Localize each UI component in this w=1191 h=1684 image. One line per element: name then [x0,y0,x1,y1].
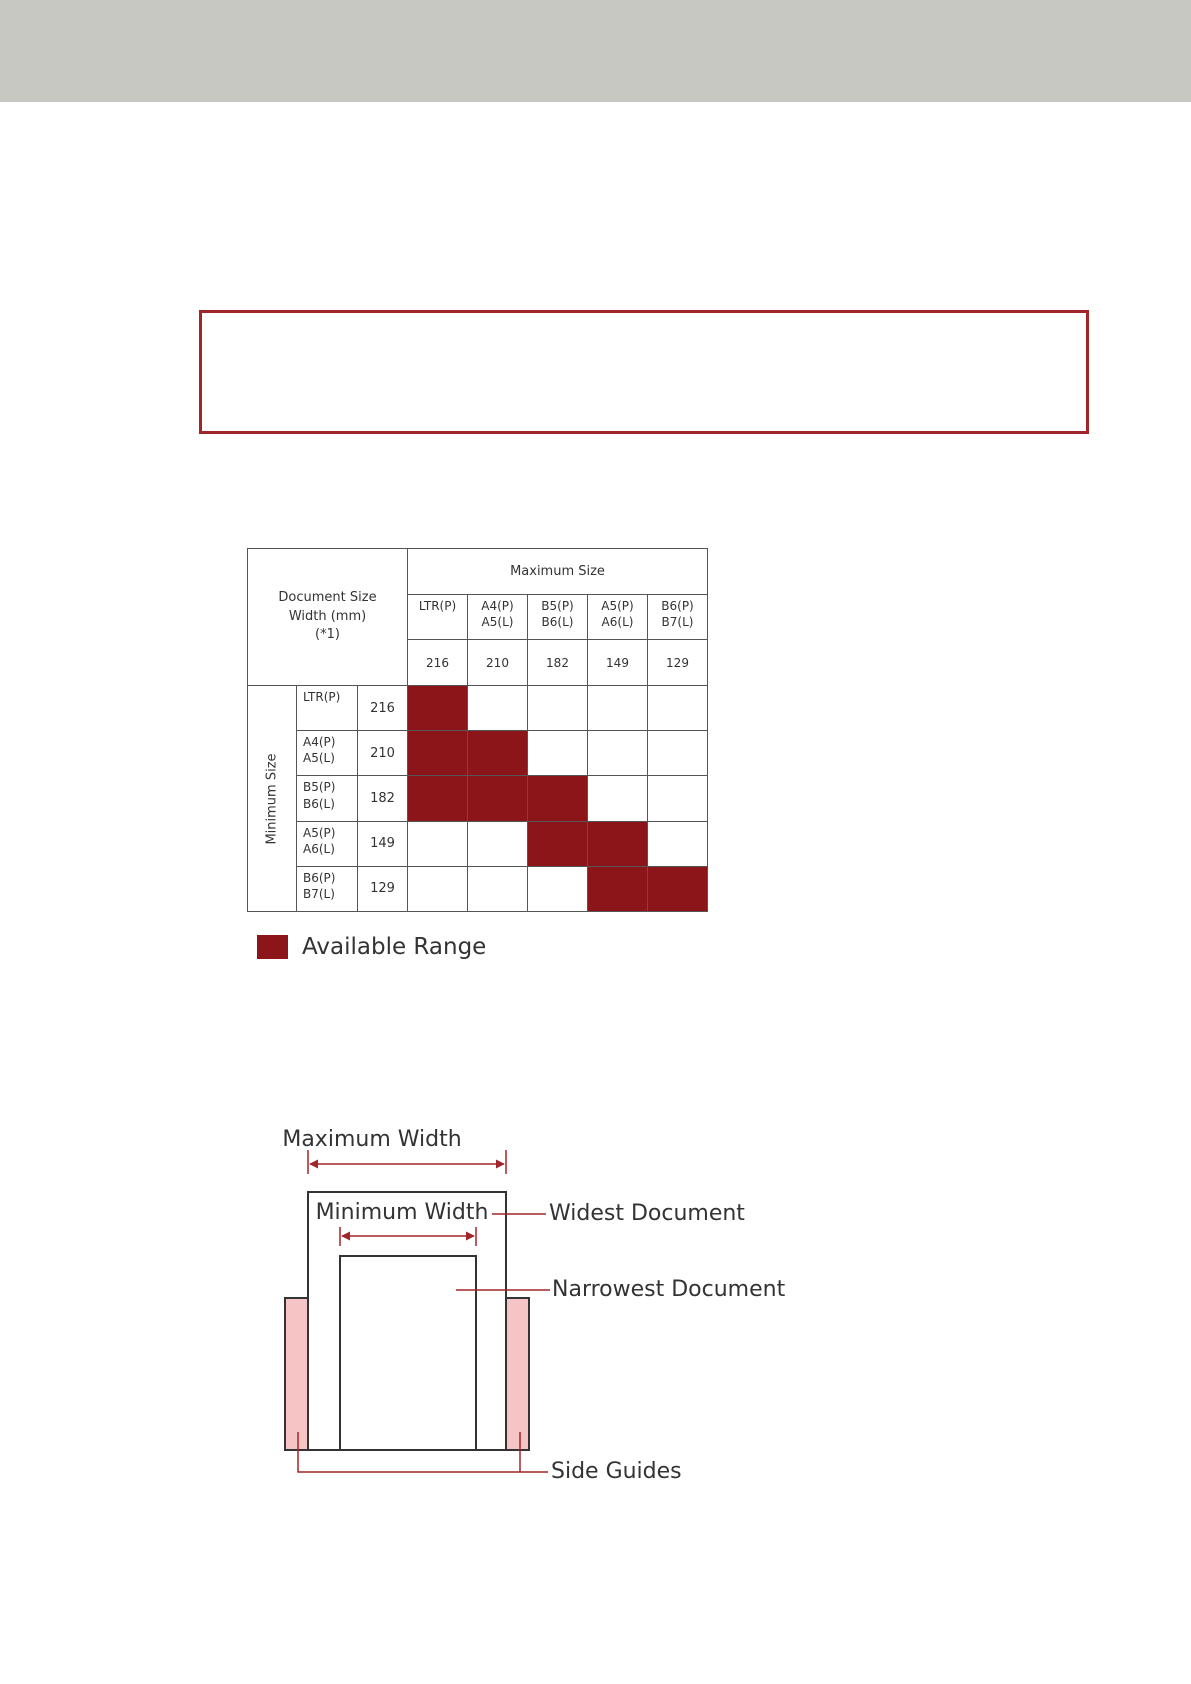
range-cell [588,731,648,776]
corner-line: Width (mm) [288,608,367,624]
range-cell [408,686,468,731]
range-cell [528,686,588,731]
range-cell [408,866,468,911]
range-cell [468,686,528,731]
legend [257,934,486,960]
table-corner-title [248,549,408,686]
row-size-name: A4(P) [303,735,336,750]
paper-size-table [247,548,708,912]
widest-document-label: Widest Document [549,1201,745,1226]
range-cell [588,821,648,866]
row-width-value: 210 [358,731,408,776]
column-size-name: B7(L) [661,615,694,630]
column-size-label [648,595,708,640]
legend-swatch [257,935,288,959]
range-cell [468,821,528,866]
range-cell [468,776,528,821]
row-width-value: 129 [358,866,408,911]
range-cell [408,776,468,821]
column-size-label [588,595,648,640]
minimum-size-header [248,686,297,912]
column-size-label [528,595,588,640]
row-width-value: 149 [358,821,408,866]
row-size-name: LTR(P) [303,690,341,704]
range-cell [648,776,708,821]
corner-line: Document Size [278,589,377,605]
range-cell [648,731,708,776]
column-size-name: A5(P) [601,599,634,613]
row-size-label [297,731,358,776]
row-width-value: 182 [358,776,408,821]
row-size-label [297,821,358,866]
narrowest-document-label: Narrowest Document [552,1277,786,1302]
row-size-label [297,686,358,731]
column-size-name: A5(L) [481,615,514,630]
range-cell [528,866,588,911]
column-size-name: A6(L) [601,615,634,630]
column-size-label [468,595,528,640]
row-width-value: 216 [358,686,408,731]
range-cell [648,866,708,911]
maximum-size-header: Maximum Size [408,549,708,595]
corner-line: (*1) [315,627,340,643]
narrowest-document [340,1256,476,1450]
column-size-label [408,595,468,640]
range-cell [648,821,708,866]
row-size-name: A6(L) [303,841,335,856]
range-cell [588,776,648,821]
column-width-value: 182 [528,640,588,686]
column-width-value: 210 [468,640,528,686]
row-size-name: B7(L) [303,886,335,901]
side-guide-left [285,1298,308,1450]
range-cell [528,821,588,866]
side-guide-diagram [270,1122,790,1492]
column-size-name: LTR(P) [418,599,457,613]
header-band [0,0,1191,102]
column-size-name: B6(P) [661,599,694,613]
row-size-name: B6(L) [303,796,335,811]
row-size-label [297,776,358,821]
column-size-name: B6(L) [541,615,574,630]
row-size-name: B6(P) [303,870,336,885]
side-guides-label: Side Guides [551,1459,682,1484]
maximum-width-label: Maximum Width [282,1127,462,1152]
range-cell [588,866,648,911]
row-size-name: B5(P) [303,780,336,795]
side-guide-right [506,1298,529,1450]
range-cell [408,731,468,776]
range-cell [528,776,588,821]
range-cell [408,821,468,866]
column-size-name: B5(P) [541,599,574,613]
column-width-value: 129 [648,640,708,686]
range-cell [528,731,588,776]
row-size-name: A5(L) [303,751,335,766]
minimum-width-label: Minimum Width [315,1200,489,1225]
row-size-name: A5(P) [303,825,336,840]
minimum-size-text: Minimum Size [264,752,280,845]
column-width-value: 216 [408,640,468,686]
notice-box [199,310,1089,434]
range-cell [468,731,528,776]
column-size-name: A4(P) [481,599,514,613]
row-size-label [297,866,358,911]
legend-label: Available Range [302,934,487,960]
column-width-value: 149 [588,640,648,686]
range-cell [588,686,648,731]
range-cell [648,686,708,731]
range-cell [468,866,528,911]
